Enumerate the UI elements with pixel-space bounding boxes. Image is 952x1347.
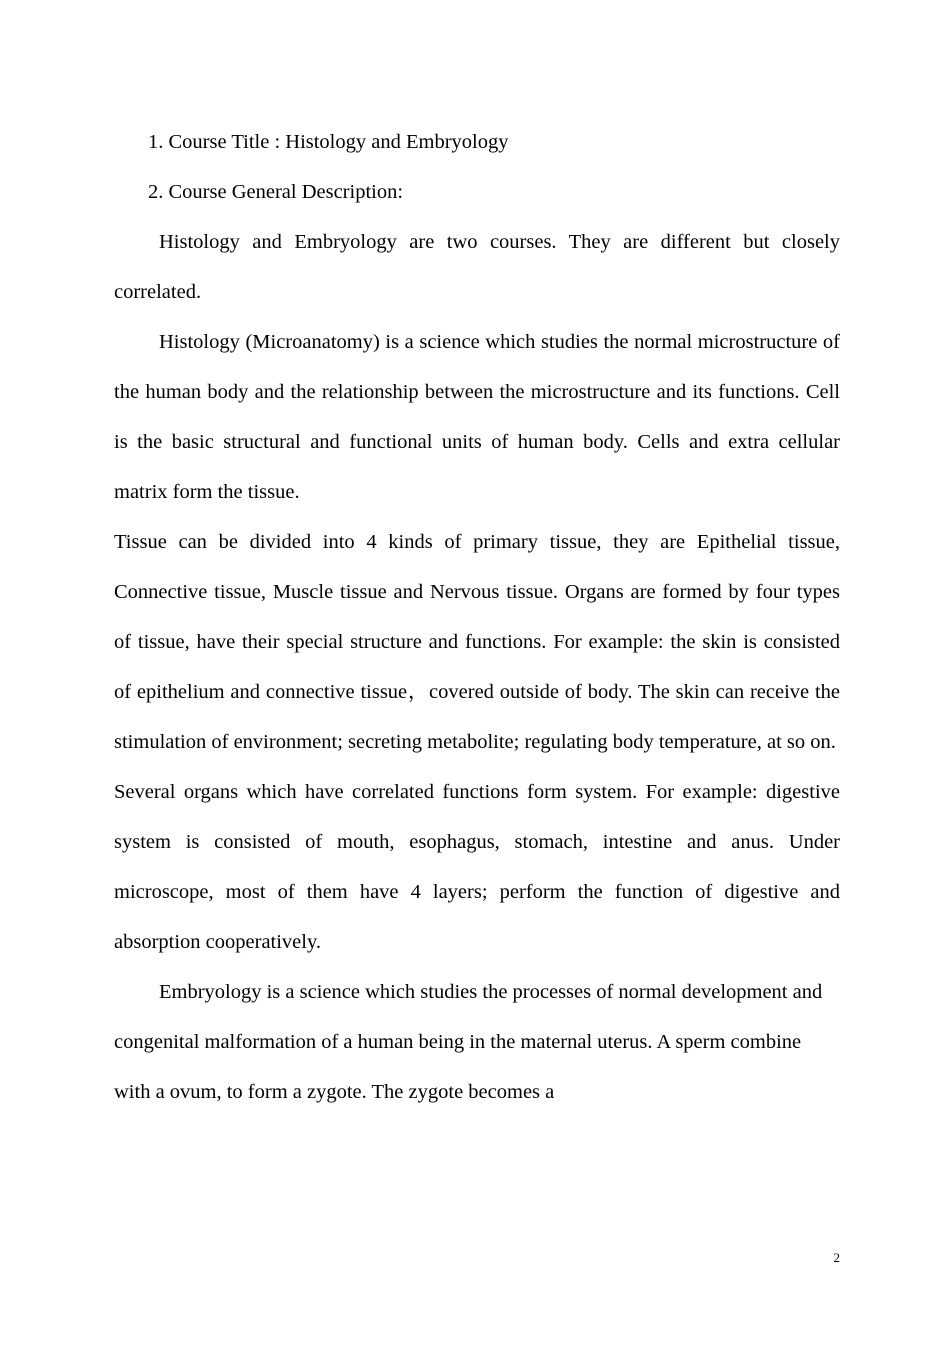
paragraph-organs-system: Several organs which have correlated functions form system. For example: digestive system is consisted of mouth, esophagus, stomach, intestine and anus. Under microscope, most of them have 4 layers; perform the function of digestive and absorption cooperatively. <box>114 781 840 953</box>
paragraph-intro: Histology and Embryology are two courses. They are different but closely correlated. <box>114 231 840 303</box>
course-title-heading: 1. Course Title : Histology and Embryology <box>148 131 509 153</box>
paragraph-embryology: Embryology is a science which studies the processes of normal development and congenital malformation of a human being in the maternal uterus. A sperm combine with a ovum, to form a zygote. The zygote becomes a <box>114 981 823 1103</box>
document-body <box>114 117 840 1117</box>
paragraph-histology: Histology (Microanatomy) is a science which studies the normal microstructure of the human body and the relationship between the microstructure and its functions. Cell is the basic structural and functional units of human body. Cells and extra cellular matrix form the tissue. <box>114 331 840 503</box>
paragraph-tissue: Tissue can be divided into 4 kinds of primary tissue, they are Epithelial tissue, Connective tissue, Muscle tissue and Nervous tissue. Organs are formed by four types of tissue, have their special structure and functions. For example: the skin is consisted of epithelium and connective tissue，covered outside of body. The skin can receive the stimulation of environment; secreting metabolite; regulating body temperature, at so on. <box>114 531 840 753</box>
course-description-heading: 2. Course General Description: <box>148 181 404 203</box>
page-number: 2 <box>833 1250 840 1265</box>
